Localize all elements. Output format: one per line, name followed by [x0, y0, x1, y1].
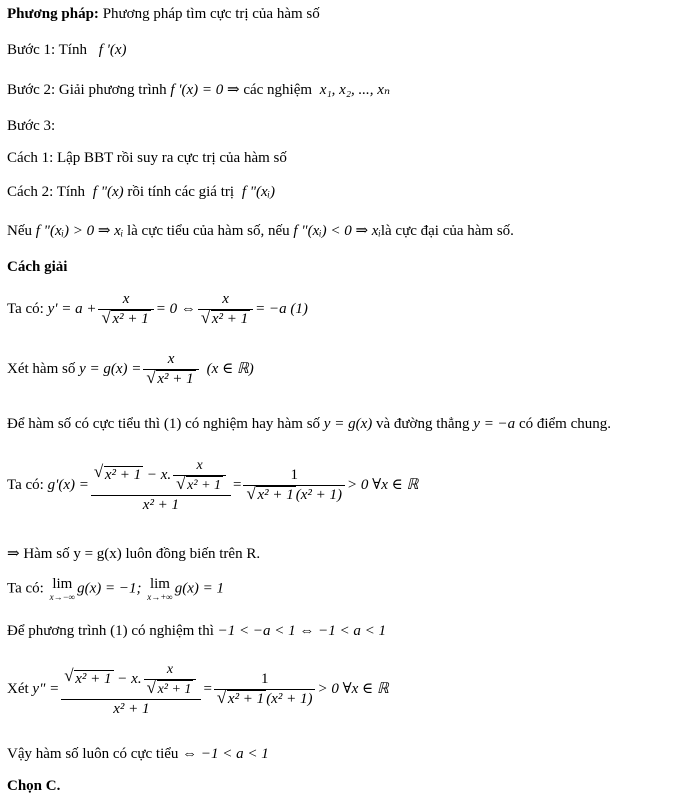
range-expr: −1 < −a < 1 ⇔ −1 < a < 1 [217, 623, 386, 639]
limits-lead: Ta có: [7, 580, 48, 597]
cond-p2: và đường thẳng [372, 416, 474, 432]
step-1 [7, 40, 126, 60]
step-2 [7, 80, 390, 100]
range-text: Để phương trình (1) có nghiệm thì [7, 623, 218, 639]
limit-2: lim x→+∞ [147, 576, 173, 602]
way-2-expr-2: f "(xᵢ) [241, 184, 276, 200]
way-2-text: Cách 2: Tính [7, 184, 89, 200]
eq2-lead: Xét hàm số [7, 360, 80, 377]
step-2-roots: x₁, x₂, ..., xₙ [319, 82, 391, 98]
second-frac: √ x² + 1 − x. x √ x² + 1 x² + 1 [61, 660, 201, 719]
rule-p3: là cực đại của hàm số. [380, 223, 514, 239]
rule-e2: f "(xᵢ) < 0 ⇒ xᵢ [293, 223, 381, 239]
condition-line [7, 414, 611, 434]
deriv-frac: √ x² + 1 − x. x √ x² + 1 x² + 1 [91, 456, 231, 515]
conclusion-expr: ⇔ −1 < a < 1 [182, 746, 269, 762]
limit-1: lim x→−∞ [49, 576, 76, 602]
method-label: Phương pháp: [7, 6, 99, 22]
rule-p2: là cực tiểu của hàm số, nếu [123, 223, 294, 239]
range-line [7, 621, 386, 641]
cond-p1: Để hàm số có cực tiểu thì (1) có nghiệm hay hàm số [7, 416, 324, 432]
step-3: Bước 3: [7, 118, 56, 134]
step-2-tail: các nghiệm [239, 82, 316, 98]
deriv-tail: > 0 ∀x ∈ ℝ [347, 476, 419, 493]
way-2 [7, 182, 275, 202]
rule-e1: f "(xᵢ) > 0 ⇒ xᵢ [35, 223, 124, 239]
eq1-lead: Ta có: [7, 300, 48, 317]
step-1-expr: f '(x) [98, 42, 127, 58]
second-lead: Xét [7, 680, 33, 697]
eq1-mid: = 0 ⇔ [155, 300, 196, 317]
eq2-lhs: y = g(x) = [79, 360, 142, 377]
second-eq: = [203, 680, 212, 697]
method-heading [7, 4, 320, 24]
conclusion-text: Vậy hàm số luôn có cực tiểu [7, 746, 183, 762]
limit-1-expr: g(x) = −1; [77, 580, 146, 597]
second-tail: > 0 ∀x ∈ ℝ [317, 680, 389, 697]
way-2-expr-1: f "(x) [92, 184, 124, 200]
conclusion-line [7, 744, 269, 764]
second-result-frac: 1 √ x² + 1 (x² + 1) [214, 670, 316, 709]
step-2-expr: f '(x) = 0 ⇒ [170, 82, 240, 98]
rule-line [7, 221, 514, 241]
way-1: Cách 1: Lập BBT rồi suy ra cực trị của hàm số [7, 150, 287, 166]
second-lhs: y" = [32, 680, 60, 697]
deriv-lhs: g'(x) = [47, 476, 89, 493]
solution-heading: Cách giải [7, 259, 68, 275]
eq1-frac-2: x √ x² + 1 [198, 290, 253, 329]
step-2-text: Bước 2: Giải phương trình [7, 82, 171, 98]
limit-2-expr: g(x) = 1 [174, 580, 224, 597]
method-text: Phương pháp tìm cực trị của hàm số [98, 6, 320, 22]
monotone-line: ⇒ Hàm số y = g(x) luôn đồng biến trên R. [7, 546, 261, 562]
equation-2 [7, 350, 254, 389]
derivative-line [7, 456, 418, 515]
deriv-lead: Ta có: [7, 476, 48, 493]
equation-1 [7, 290, 308, 329]
answer-label: Chọn C. [7, 778, 61, 794]
eq1-lhs: y' = a + [47, 300, 97, 317]
eq2-frac: x √ x² + 1 [143, 350, 198, 389]
cond-e2: y = −a [473, 416, 516, 432]
second-derivative-line [7, 660, 389, 719]
eq1-frac-1: x √ x² + 1 [98, 290, 153, 329]
limits-line [7, 576, 224, 602]
deriv-result-frac: 1 √ x² + 1 (x² + 1) [243, 466, 345, 505]
way-2-mid: rồi tính các giá trị [123, 184, 238, 200]
deriv-eq: = [233, 476, 242, 493]
cond-e1: y = g(x) [323, 416, 373, 432]
eq2-domain: (x ∈ ℝ) [206, 360, 254, 377]
step-1-text: Bước 1: Tính [7, 42, 91, 58]
rule-p1: Nếu [7, 223, 36, 239]
cond-p3: có điểm chung. [515, 416, 611, 432]
eq1-rhs: = −a (1) [255, 300, 308, 317]
